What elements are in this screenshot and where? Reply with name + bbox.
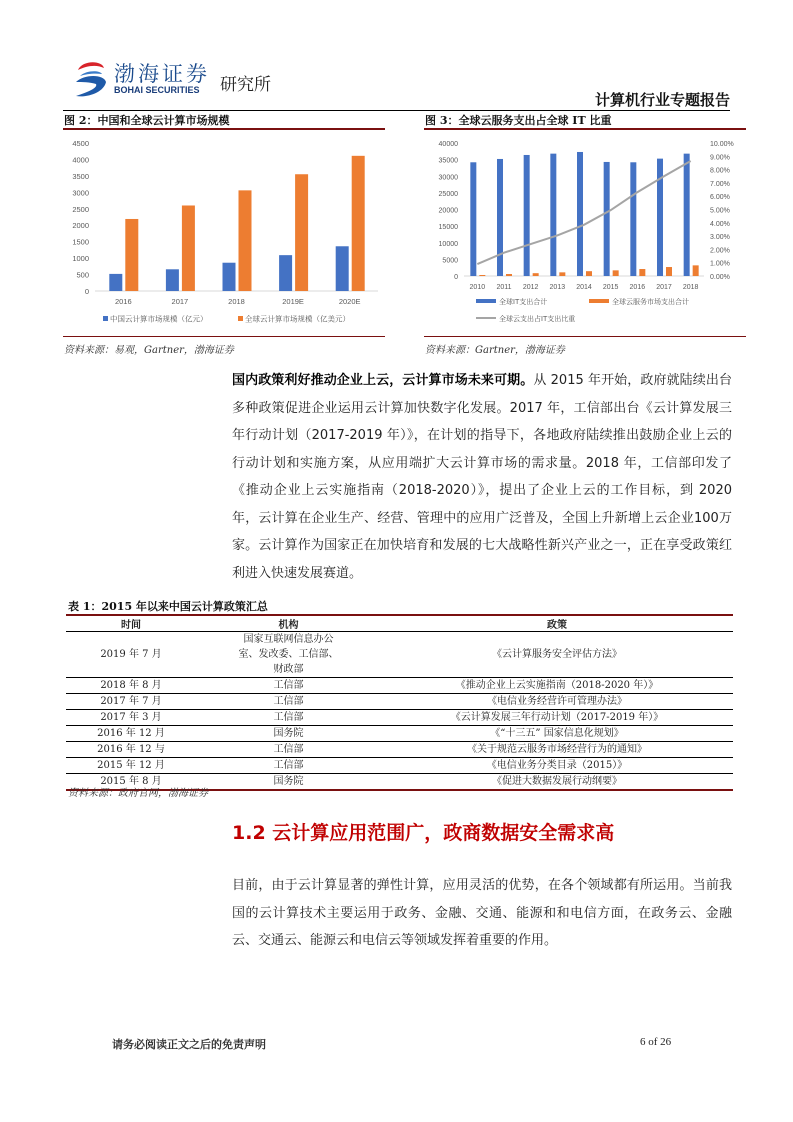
- policy-cell: 《促进大数据发展行动纲要》: [492, 776, 622, 787]
- table-row: [66, 694, 733, 710]
- table-row: [66, 710, 733, 726]
- svg-text:8.00%: 8.00%: [710, 167, 730, 175]
- svg-text:1000: 1000: [72, 254, 89, 264]
- svg-text:全球云服务市场支出合计: 全球云服务市场支出合计: [612, 299, 689, 306]
- section-paragraph: 目前，由于云计算显著的弹性计算，应用灵活的优势，在各个领域都有所运用。当前我国的云计算技术主要运用于政务、金融、交通、能源和和电信方面，在政务云、金融云、交通云、能源云和电信云等领域发挥着重要的作用。: [232, 878, 732, 948]
- figure-3-chart: [424, 133, 754, 333]
- svg-text:2016: 2016: [629, 284, 646, 291]
- svg-text:5000: 5000: [442, 257, 458, 265]
- agency-cell: 国务院: [273, 728, 304, 739]
- svg-text:2014: 2014: [576, 284, 592, 291]
- figure-3-bottom-rule: [424, 336, 746, 337]
- svg-text:0: 0: [84, 287, 89, 296]
- bohai-logo: [74, 58, 284, 102]
- agency-cell: 国务院: [273, 776, 304, 787]
- policy-cell: 《云计算服务安全评估方法》: [492, 649, 622, 660]
- logo-institute: 研究所: [220, 75, 271, 95]
- table-row: [66, 632, 733, 678]
- time-cell: 2015 年 8 月: [100, 776, 162, 787]
- svg-text:2016: 2016: [114, 297, 132, 306]
- table-1-source: 资料来源：政府官网，渤海证券: [68, 788, 208, 799]
- logo-mark-icon: [74, 60, 108, 98]
- svg-text:3000: 3000: [72, 188, 89, 198]
- header-divider: [63, 110, 730, 111]
- svg-text:全球云支出占IT支出比重: 全球云支出占IT支出比重: [499, 316, 576, 323]
- logo-chinese-name: 渤海证券: [114, 62, 210, 86]
- svg-text:2018: 2018: [682, 284, 699, 291]
- figure-3-source: 资料来源：Gartner，渤海证券: [425, 345, 565, 356]
- svg-text:全球云计算市场规模（亿美元）: 全球云计算市场规模（亿美元）: [245, 314, 350, 324]
- svg-text:5.00%: 5.00%: [710, 207, 730, 215]
- svg-text:2012: 2012: [522, 284, 539, 291]
- svg-text:0: 0: [454, 274, 458, 281]
- figure-2-bottom-rule: [63, 336, 385, 337]
- svg-text:25000: 25000: [438, 190, 458, 198]
- paragraph-body: 从 2015 年开始，政府就陆续出台多种政策促进企业运用云计算加快数字化发展。2017 年，工信部出台《云计算发展三年行动计划（2017-2019 年）》，在计划的指导下，各地政府陆续推出鼓励企业上云的行动计划和实施方案，从应用端扩大云计算市场的需求量。2018 年，工信部印发了《推动企业上云实施指南（2018-2020）》，提出了企业上云的工作目标，到 2020 年，云计算在企业生产、经营、管理中的应用广泛普及，全国上升新增上云企业100万家。云计算作为国家正在加快培育和发展的七大战略性新兴产业之一，正在享受政策红利进入快速发展赛道。: [232, 373, 732, 581]
- svg-text:3.00%: 3.00%: [710, 234, 730, 242]
- svg-text:全球IT支出合计: 全球IT支出合计: [499, 299, 548, 306]
- column-header-agency: 机构: [278, 620, 299, 631]
- figure-2-chart: [63, 133, 385, 333]
- svg-text:2017: 2017: [656, 284, 672, 291]
- svg-text:2017: 2017: [171, 297, 189, 306]
- policy-table: [66, 614, 733, 791]
- table-1-title: 表 1：2015 年以来中国云计算政策汇总: [68, 600, 268, 613]
- svg-text:10000: 10000: [438, 240, 458, 248]
- section-heading: 1.2 云计算应用范围广，政商数据安全需求高: [232, 822, 615, 844]
- svg-text:中国云计算市场规模（亿元）: 中国云计算市场规模（亿元）: [110, 314, 208, 324]
- column-header-policy: 政策: [547, 620, 567, 631]
- svg-text:2011: 2011: [496, 284, 512, 291]
- agency-cell: 工信部: [273, 712, 304, 723]
- svg-text:30000: 30000: [438, 174, 458, 182]
- svg-text:2500: 2500: [72, 204, 89, 214]
- policy-cell: 《电信业务经营许可管理办法》: [487, 696, 627, 707]
- agency-cell: 工信部: [273, 744, 304, 755]
- svg-text:0.00%: 0.00%: [710, 274, 730, 281]
- svg-text:2000: 2000: [72, 221, 89, 231]
- policy-cell: 《电信业务分类目录（2015）》: [486, 760, 628, 771]
- table-row: [66, 726, 733, 742]
- svg-text:7.00%: 7.00%: [710, 180, 730, 188]
- footer-disclaimer: 请务必阅读正文之后的免责声明: [112, 1038, 266, 1051]
- svg-text:2013: 2013: [549, 284, 566, 291]
- table-header-row: [66, 615, 733, 632]
- svg-text:2010: 2010: [469, 284, 486, 291]
- time-cell: 2015 年 12 月: [97, 760, 165, 771]
- figure-2-title: 图 2：中国和全球云计算市场规模: [64, 114, 230, 127]
- policy-cell: 《云计算发展三年行动计划（2017-2019 年）》: [450, 712, 664, 723]
- svg-text:2.00%: 2.00%: [710, 247, 730, 255]
- svg-text:1.00%: 1.00%: [710, 260, 730, 268]
- time-cell: 2017 年 7 月: [100, 696, 162, 707]
- svg-text:2015: 2015: [602, 284, 619, 291]
- svg-text:4.00%: 4.00%: [710, 220, 730, 228]
- table-row: [66, 678, 733, 694]
- svg-text:20000: 20000: [438, 207, 458, 215]
- svg-text:4000: 4000: [72, 155, 89, 165]
- svg-text:15000: 15000: [438, 224, 458, 232]
- svg-text:500: 500: [76, 270, 89, 280]
- time-cell: 2016 年 12 与: [97, 744, 165, 755]
- agency-cell: 工信部: [273, 680, 304, 691]
- time-cell: 2017 年 3 月: [100, 712, 162, 723]
- page-number: 6 of 26: [640, 1036, 672, 1048]
- svg-text:2019E: 2019E: [282, 297, 304, 306]
- figure-3-title: 图 3：全球云服务支出占全球 IT 比重: [425, 114, 612, 127]
- table-row: [66, 758, 733, 774]
- time-cell: 2016 年 12 月: [97, 728, 165, 739]
- svg-text:2020E: 2020E: [338, 297, 361, 306]
- svg-text:9.00%: 9.00%: [710, 154, 730, 162]
- policy-cell: 《“十三五” 国家信息化规划》: [490, 728, 624, 739]
- paragraph-lead: 国内政策利好推动企业上云，云计算市场未来可期。: [232, 373, 534, 388]
- agency-cell: 工信部: [273, 760, 304, 771]
- figure-3-top-rule: [424, 128, 746, 130]
- table-row: [66, 742, 733, 758]
- svg-text:40000: 40000: [438, 141, 458, 148]
- policy-paragraph: [232, 367, 732, 587]
- svg-text:10.00%: 10.00%: [710, 141, 734, 148]
- time-cell: 2019 年 7 月: [100, 649, 162, 660]
- logo-english-name: BOHAI SECURITIES: [114, 85, 200, 95]
- svg-text:35000: 35000: [438, 157, 458, 165]
- time-cell: 2018 年 8 月: [100, 680, 162, 691]
- policy-cell: 《推动企业上云实施指南（2018-2020 年）》: [455, 680, 659, 691]
- report-title: 计算机行业专题报告: [594, 91, 730, 109]
- agency-cell: 工信部: [273, 696, 304, 707]
- svg-text:4500: 4500: [72, 139, 89, 148]
- svg-text:3500: 3500: [72, 171, 89, 181]
- column-header-time: 时间: [121, 620, 141, 631]
- svg-text:6.00%: 6.00%: [710, 194, 730, 202]
- policy-cell: 《关于规范云服务市场经营行为的通知》: [467, 744, 647, 755]
- svg-text:2018: 2018: [228, 297, 245, 306]
- agency-cell: 国家互联网信息办公室、发改委、工信部、财政部: [238, 634, 339, 675]
- svg-text:1500: 1500: [72, 237, 89, 247]
- figure-2-top-rule: [63, 128, 385, 130]
- figure-2-source: 资料来源：易观，Gartner，渤海证券: [64, 345, 234, 356]
